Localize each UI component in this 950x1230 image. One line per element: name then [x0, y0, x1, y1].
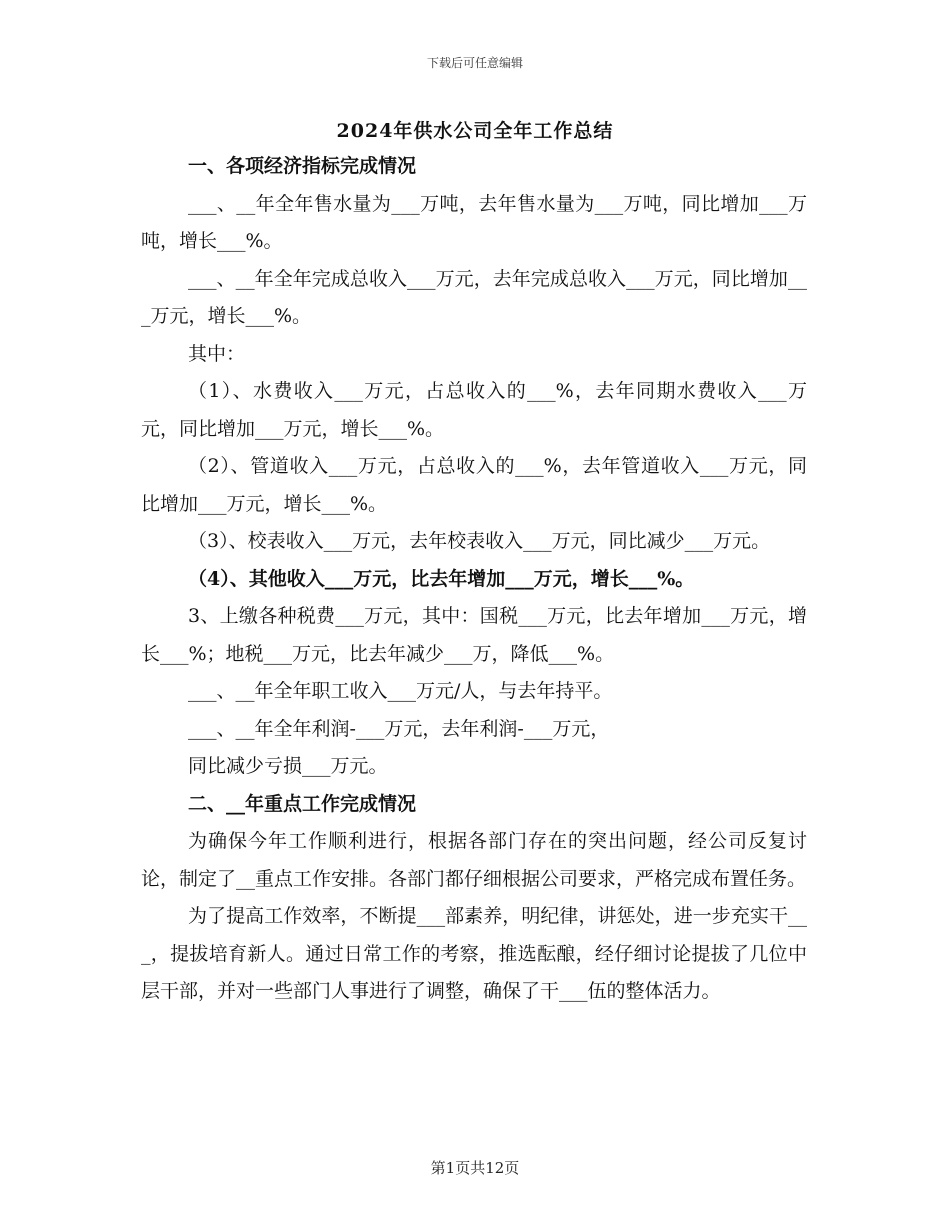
- paragraph: 3、上缴各种税费___万元，其中：国税___万元，比去年增加___万元，增长___%；地税___万元，比去年减少___万，降低___%。: [141, 605, 807, 665]
- paragraph: ___、__年全年售水量为___万吨，去年售水量为___万吨，同比增加___万吨，增长___%。: [141, 192, 807, 252]
- paragraph: 为确保今年工作顺利进行，根据各部门存在的突出问题，经公司反复讨论，制定了__重点工作安排。各部门都仔细根据公司要求，严格完成布置任务。: [141, 830, 807, 890]
- paragraph: ___、__年全年职工收入___万元/人，与去年持平。: [188, 680, 613, 702]
- paragraph-bold: （4）、其他收入___万元，比去年增加___万元，增长___%。: [188, 567, 695, 590]
- document-title: 2024年供水公司全年工作总结: [336, 120, 614, 142]
- page-number: 第1页共12页: [430, 1159, 520, 1177]
- paragraph: （3）、校表收入___万元，去年校表收入___万元，同比减少___万元。: [188, 530, 771, 552]
- section-heading: 二、__年重点工作完成情况: [188, 792, 417, 815]
- paragraph: 同比减少亏损___万元。: [188, 755, 388, 777]
- section-heading: 一、各项经济指标完成情况: [188, 155, 417, 177]
- page-header-note: 下载后可任意编辑: [426, 56, 523, 70]
- paragraph: 其中：: [188, 342, 246, 365]
- paragraph: ___、__年全年完成总收入___万元，去年完成总收入___万元，同比增加___万元，增长___%。: [141, 267, 807, 327]
- paragraph: （2）、管道收入___万元，占总收入的___%，去年管道收入___万元，同比增加___万元，增长___%。: [141, 455, 807, 515]
- paragraph: ___、__年全年利润-___万元，去年利润-___万元，: [188, 717, 610, 740]
- paragraph: （1）、水费收入___万元，占总收入的___%，去年同期水费收入___万元，同比增加___万元，增长___%。: [141, 380, 807, 440]
- paragraph: 为了提高工作效率，不断提___部素养，明纪律，讲惩处，进一步充实干___，提拔培育新人。通过日常工作的考察，推选酝酿，经仔细讨论提拔了几位中层干部，并对一些部门人事进行了调整，确保了干___伍的整体活力。: [141, 905, 807, 1002]
- document-body: [141, 148, 807, 1011]
